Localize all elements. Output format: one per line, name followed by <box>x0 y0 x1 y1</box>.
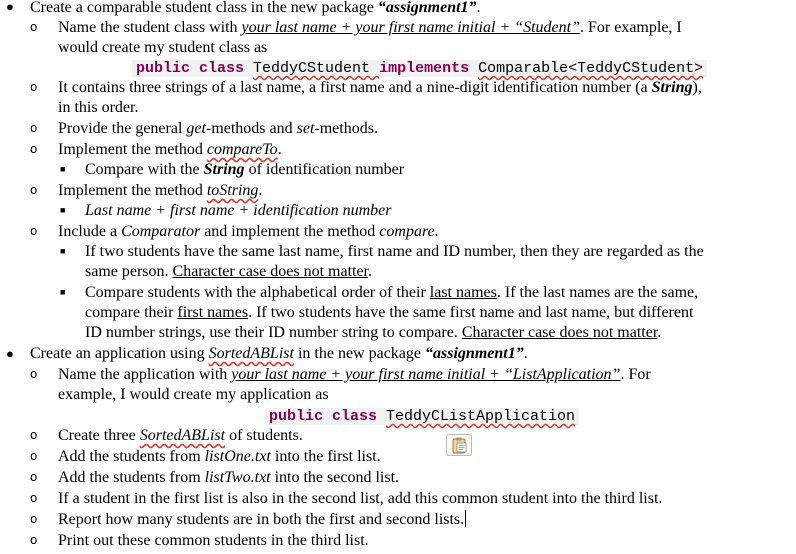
text-line: Provide the general get-methods and set-methods. <box>58 120 378 137</box>
text-line: Last name + first name + identification number <box>85 202 392 219</box>
text-line: compare their first names. If two students have the same first name and last name, but different <box>85 304 694 321</box>
paste-options-icon[interactable] <box>446 434 472 456</box>
text-line: Name the application with your last name + your first name initial + “ListApplication”. For <box>58 366 651 383</box>
bullet-l2: o <box>30 142 38 156</box>
text-line: Implement the method compareTo. <box>58 141 282 158</box>
text-line: If a student in the first list is also in the second list, add this common student into the third list. <box>58 490 663 507</box>
bullet-l2: o <box>30 491 38 505</box>
bullet-l2: o <box>30 428 38 442</box>
bullet-l3: ■ <box>60 164 66 174</box>
text-line: Create an application using SortedABList in the new package “assignment1”. <box>30 345 528 362</box>
text-line: Print out these common students in the third list. <box>58 532 369 549</box>
bullet-l2: o <box>30 533 38 547</box>
text-line: It contains three strings of a last name, a first name and a nine-digit identification number (a String), <box>58 79 702 96</box>
text-line: Add the students from listTwo.txt into the second list. <box>58 469 400 486</box>
bullet-l2: o <box>30 183 38 197</box>
bullet-l2: o <box>30 449 38 463</box>
bullet-l2: o <box>30 470 38 484</box>
text-line[interactable]: Report how many students are in both the first and second lists. <box>58 511 465 528</box>
text-line: same person. Character case does not matter. <box>85 263 372 280</box>
text-line: Include a Comparator and implement the method compare. <box>58 223 439 240</box>
bullet-l2: o <box>30 20 38 34</box>
text-line: Implement the method toString. <box>58 182 263 199</box>
bullet-l2: o <box>30 224 38 238</box>
bullet-l3: ■ <box>60 287 66 297</box>
text-line: Add the students from listOne.txt into the first list. <box>58 448 381 465</box>
text-line: would create my student class as <box>58 39 268 56</box>
text-line: Create three SortedABList of students. <box>58 427 303 444</box>
text-line: Create a comparable student class in the new package “assignment1”. <box>30 0 481 16</box>
text-cursor <box>465 510 466 527</box>
bullet-l3: ■ <box>60 246 66 256</box>
text-line: example, I would create my application as <box>58 386 329 403</box>
bullet-l3: ■ <box>60 205 66 215</box>
bullet-l1: ● <box>6 346 14 361</box>
text-line: Compare with the String of identification number <box>85 161 405 178</box>
text-line: If two students have the same last name, first name and ID number, then they are regarded as the <box>85 243 704 260</box>
bullet-l2: o <box>30 512 38 526</box>
text-line: in this order. <box>58 99 139 116</box>
code-snippet: public class TeddyCListApplication <box>265 406 579 427</box>
code-snippet: public class TeddyCStudent implements Comparable<TeddyCStudent> <box>132 58 707 79</box>
text-line: Compare students with the alphabetical order of their last names. If the last names are the same, <box>85 284 699 301</box>
bullet-l2: o <box>30 121 38 135</box>
bullet-l2: o <box>30 367 38 381</box>
bullet-l2: o <box>30 80 38 94</box>
text-line: ID number strings, use their ID number string to compare. Character case does not matter. <box>85 324 662 341</box>
text-line: Name the student class with your last name + your first name initial + “Student”. For example, I <box>58 19 682 36</box>
bullet-l1: ● <box>6 0 14 14</box>
